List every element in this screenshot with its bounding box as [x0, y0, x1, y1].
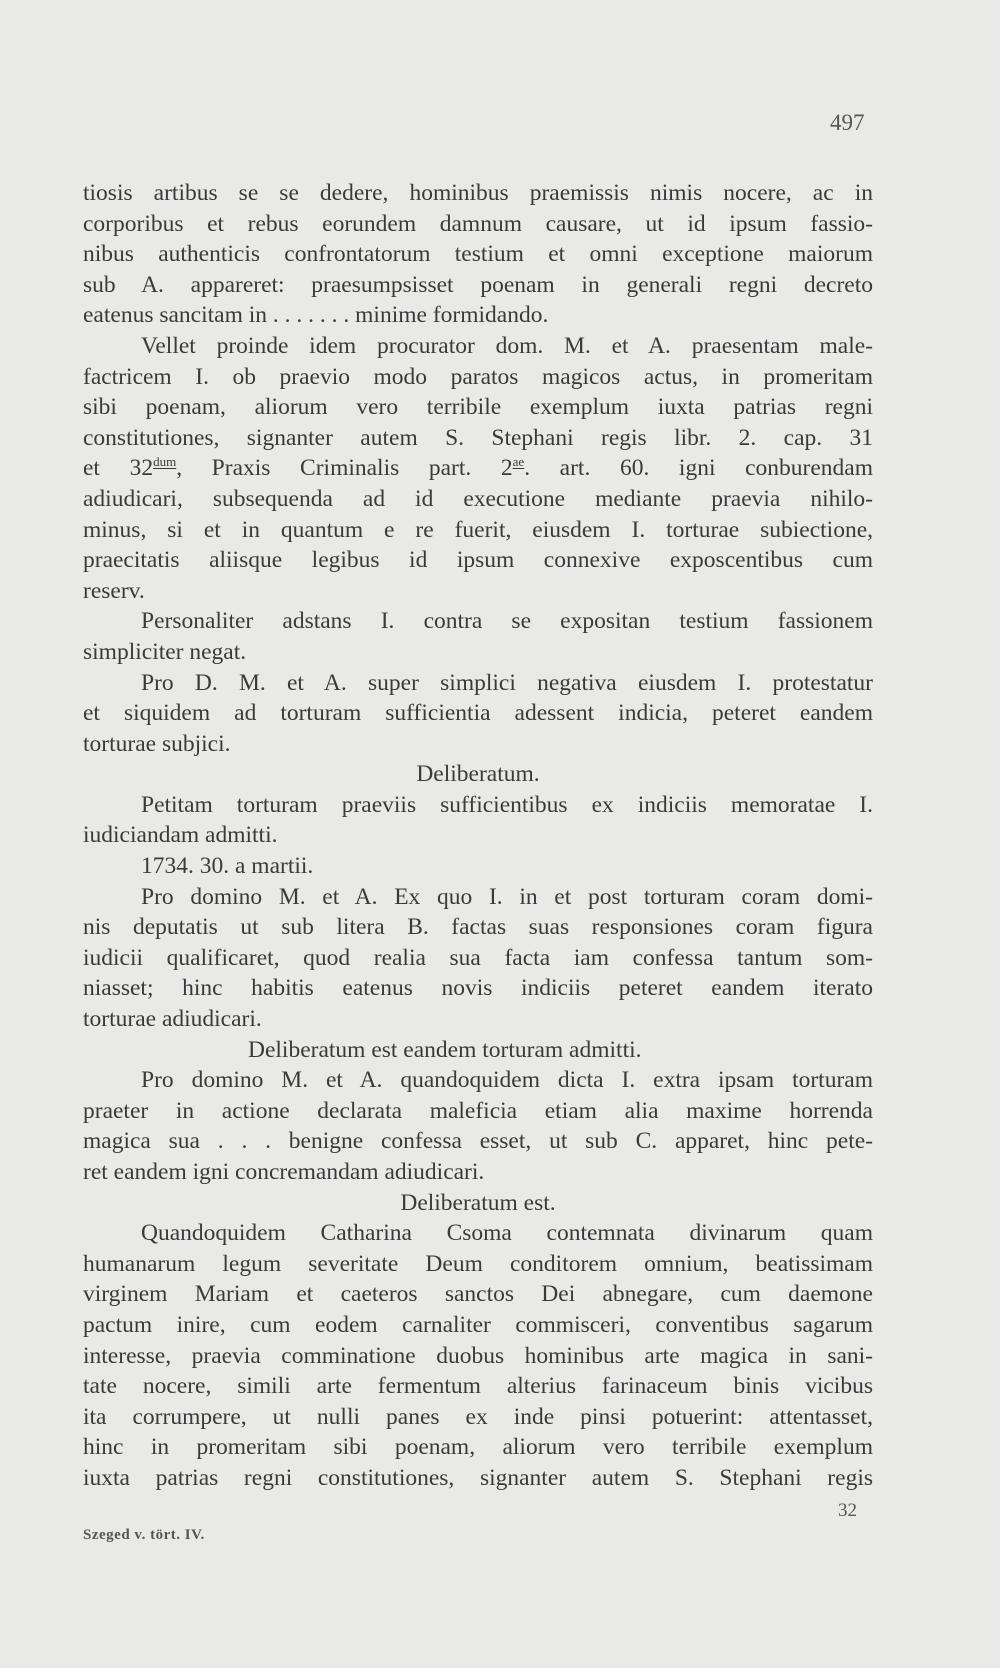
text-line: simpliciter negat.: [83, 638, 247, 665]
text-line: tiosis artibus se se dedere, hominibus praemissis nimis nocere, ac in: [83, 180, 873, 206]
text-line: nis deputatis ut sub litera B. factas suas responsiones coram figura: [83, 914, 873, 941]
text-line: minus, si et in quantum e re fuerit, eiusdem I. torturae subiectione,: [83, 516, 873, 543]
text-line: iudicii qualificaret, quod realia sua facta iam confessa tantum som-: [83, 944, 873, 971]
text-line: nibus authenticis confrontatorum testium et omni exceptione maiorum: [83, 241, 873, 268]
text-line: torturae subjici.: [83, 730, 231, 757]
footer-source: Szeged v. tört. IV.: [83, 1527, 205, 1543]
text-line: constitutiones, signanter autem S. Stephani regis libr. 2. cap. 31: [83, 424, 873, 451]
text-line: Pro D. M. et A. super simplici negativa eiusdem I. protestatur: [141, 669, 873, 696]
text-line: praecitatis aliisque legibus id ipsum connexive exposcentibus cum: [83, 547, 873, 574]
signature-mark: 32: [838, 1500, 857, 1521]
body-text: [83, 178, 873, 1494]
text-line: Petitam torturam praeviis sufficientibus ex indiciis memoratae I.: [141, 791, 873, 818]
text-line: magica sua . . . benigne confessa esset, ut sub C. apparet, hinc pete-: [83, 1128, 873, 1155]
text-line: iuxta patrias regni constitutiones, signanter autem S. Stephani regis: [83, 1464, 873, 1491]
text-line: iudiciandam admitti.: [83, 822, 278, 849]
text-line: eatenus sancitam in . . . . . . . minime formidando.: [83, 302, 549, 329]
text-line: adiudicari, subsequenda ad id executione mediante praevia nihilo-: [83, 485, 873, 512]
text-line: torturae adiudicari.: [83, 1006, 262, 1033]
text-line: sub A. appareret: praesumpsisset poenam in generali regni decreto: [83, 271, 873, 298]
text-line: hinc in promeritam sibi poenam, aliorum vero terribile exemplum: [83, 1434, 873, 1461]
text-line: et siquidem ad torturam sufficientia adessent indicia, peteret eandem: [83, 700, 873, 727]
text-line: Quandoquidem Catharina Csoma contemnata divinarum quam: [141, 1220, 873, 1247]
text-line: humanarum legum severitate Deum conditorem omnium, beatissimam: [83, 1250, 873, 1277]
text-line: Deliberatum est eandem torturam admitti.: [248, 1036, 642, 1063]
text-line: Deliberatum est.: [400, 1189, 556, 1216]
text-line: Pro domino M. et A. Ex quo I. in et post torturam coram domi-: [141, 883, 873, 910]
text-line: niasset; hinc habitis eatenus novis indiciis peteret eandem iterato: [83, 975, 873, 1002]
text-line: factricem I. ob praevio modo paratos magicos actus, in promeritam: [83, 363, 873, 390]
text-line: pactum inire, cum eodem carnaliter commisceri, conventibus sagarum: [83, 1311, 873, 1338]
text-line: sibi poenam, aliorum vero terribile exemplum iuxta patrias regni: [83, 394, 873, 421]
text-line: Pro domino M. et A. quandoquidem dicta I. extra ipsam torturam: [141, 1067, 873, 1094]
text-line: tate nocere, simili arte fermentum alterius farinaceum binis vicibus: [83, 1373, 873, 1400]
text-line: Deliberatum.: [416, 761, 540, 788]
page-number: 497: [830, 110, 865, 135]
text-line: ret eandem igni concremandam adiudicari.: [83, 1159, 485, 1185]
text-line: ita corrumpere, ut nulli panes ex inde pinsi potuerint: attentasset,: [83, 1403, 873, 1430]
text-line: virginem Mariam et caeteros sanctos Dei abnegare, cum daemone: [83, 1281, 873, 1308]
text-line: Vellet proinde idem procurator dom. M. et A. praesentam male-: [141, 332, 873, 359]
text-line: et $32^{dum}$, Praxis Criminalis part. $2^{ae}$. art. 60. igni conburendam: [83, 454, 873, 482]
text-line: reserv.: [83, 577, 145, 604]
text-line: praeter in actione declarata maleficia etiam alia maxime horrenda: [83, 1097, 873, 1124]
text-line: corporibus et rebus eorundem damnum causare, ut id ipsum fassio-: [83, 210, 873, 237]
text-line: interesse, praevia comminatione duobus hominibus arte magica in sani-: [83, 1342, 873, 1369]
text-line: 1734. 30. a martii.: [141, 853, 314, 880]
text-line: Personaliter adstans I. contra se expositan testium fassionem: [141, 608, 873, 635]
